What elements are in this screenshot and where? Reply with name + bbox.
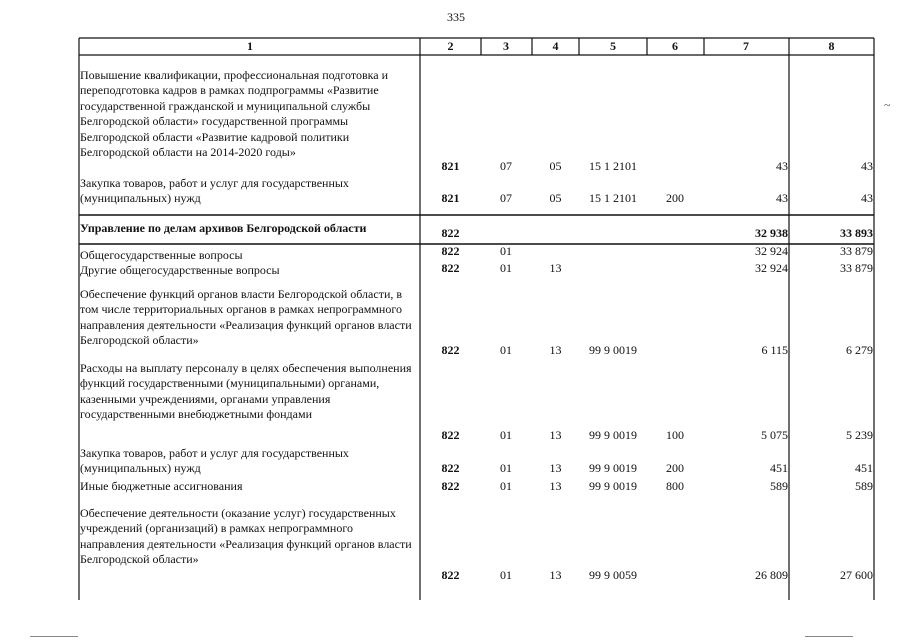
- row-amount-col8: 33 879: [840, 261, 873, 275]
- row-code-section: 01: [500, 428, 512, 442]
- row-code-target: 99 9 0019: [589, 479, 637, 493]
- row-amount-col8: 6 279: [846, 343, 873, 357]
- row-description: Иные бюджетные ассигнования: [80, 479, 243, 493]
- row-description: Закупка товаров, работ и услуг для государственных (муниципальных) нужд: [80, 446, 349, 476]
- header-col-7: 7: [743, 39, 749, 53]
- row-amount-col8: 33 893: [840, 226, 873, 240]
- row-amount-col8: 43: [861, 191, 873, 205]
- row-description: Обеспечение функций органов власти Белгородской области, в том числе территориальных органов в рамках непрограммного направления деятельности «Реализация функций органов власти Белгородской области»: [80, 287, 412, 348]
- row-amount-col7: 5 075: [761, 428, 788, 442]
- row-description: Закупка товаров, работ и услуг для государственных (муниципальных) нужд: [80, 176, 349, 206]
- row-code-subsection: 13: [549, 261, 562, 275]
- header-col-2: 2: [447, 39, 454, 53]
- row-code-expense-type: 100: [666, 428, 684, 442]
- row-description: Управление по делам архивов Белгородской области: [80, 221, 367, 235]
- row-code-section: 01: [500, 343, 512, 357]
- header-col-6: 6: [672, 39, 678, 53]
- row-code-section: 07: [500, 159, 512, 173]
- scan-footer-line: [805, 636, 853, 637]
- row-amount-col7: 451: [770, 461, 788, 475]
- row-amount-col8: 589: [855, 479, 873, 493]
- row-code-ministry: 822: [441, 461, 460, 475]
- row-amount-col7: 43: [776, 191, 788, 205]
- row-amount-col8: 43: [861, 159, 873, 173]
- row-amount-col7: 32 924: [755, 261, 788, 275]
- row-code-ministry: 822: [441, 261, 460, 275]
- row-code-subsection: 05: [549, 191, 562, 205]
- row-code-subsection: 13: [549, 461, 562, 475]
- row-amount-col7: 6 115: [761, 343, 788, 357]
- row-code-target: 99 9 0019: [589, 461, 637, 475]
- row-code-subsection: 13: [549, 568, 562, 582]
- row-code-target: 99 9 0019: [589, 428, 637, 442]
- row-amount-col7: 32 924: [755, 244, 788, 258]
- scan-footer-line: [30, 636, 78, 637]
- row-amount-col8: 451: [855, 461, 873, 475]
- row-amount-col7: 26 809: [755, 568, 788, 582]
- row-code-ministry: 821: [441, 159, 460, 173]
- scan-mark: ~: [884, 98, 891, 112]
- row-amount-col8: 5 239: [846, 428, 873, 442]
- row-code-section: 01: [500, 261, 512, 275]
- row-code-target: 15 1 2101: [589, 159, 637, 173]
- row-code-ministry: 822: [441, 568, 460, 582]
- row-code-section: 01: [500, 461, 512, 475]
- header-col-1: 1: [247, 39, 253, 53]
- row-code-section: 07: [500, 191, 512, 205]
- header-col-3: 3: [503, 39, 509, 53]
- row-description: Повышение квалификации, профессиональная подготовка и переподготовка кадров в рамках подпрограммы «Развитие государственной гражданской и муниципальной службы Белгородской области» государственной программы Белгородской области «Развитие кадровой политики Белгородской области на 2014-2020 годы»: [80, 68, 389, 160]
- row-code-subsection: 05: [549, 159, 562, 173]
- row-code-subsection: 13: [549, 479, 562, 493]
- row-code-expense-type: 200: [666, 191, 684, 205]
- row-code-ministry: 822: [441, 244, 460, 258]
- row-code-subsection: 13: [549, 428, 562, 442]
- row-code-section: 01: [500, 244, 512, 258]
- header-col-4: 4: [552, 39, 559, 53]
- row-amount-col7: 43: [776, 159, 788, 173]
- header-col-5: 5: [610, 39, 616, 53]
- row-code-ministry: 821: [441, 191, 460, 205]
- row-description: Другие общегосударственные вопросы: [80, 263, 280, 277]
- row-code-target: 99 9 0059: [589, 568, 637, 582]
- row-description: Общегосударственные вопросы: [80, 248, 243, 262]
- row-code-ministry: 822: [441, 343, 460, 357]
- row-code-ministry: 822: [441, 428, 460, 442]
- row-code-section: 01: [500, 568, 512, 582]
- row-code-subsection: 13: [549, 343, 562, 357]
- row-amount-col7: 589: [770, 479, 788, 493]
- header-col-8: 8: [828, 39, 835, 53]
- row-amount-col7: 32 938: [755, 226, 788, 240]
- row-code-target: 15 1 2101: [589, 191, 637, 205]
- row-description: Расходы на выплату персоналу в целях обеспечения выполнения функций государственными (муниципальными) органами, казенными учреждениями, органами управления государственными внебюджетными фондами: [80, 361, 412, 422]
- row-amount-col8: 27 600: [840, 568, 873, 582]
- row-code-target: 99 9 0019: [589, 343, 637, 357]
- page-number: 335: [447, 10, 465, 24]
- row-amount-col8: 33 879: [840, 244, 873, 258]
- row-code-section: 01: [500, 479, 512, 493]
- row-code-expense-type: 800: [666, 479, 684, 493]
- row-code-expense-type: 200: [666, 461, 684, 475]
- row-code-ministry: 822: [441, 226, 460, 240]
- row-description: Обеспечение деятельности (оказание услуг) государственных учреждений (организаций) в рамках непрограммного направления деятельности «Реализация функций органов власти Белгородской области»: [80, 506, 412, 567]
- row-code-ministry: 822: [441, 479, 460, 493]
